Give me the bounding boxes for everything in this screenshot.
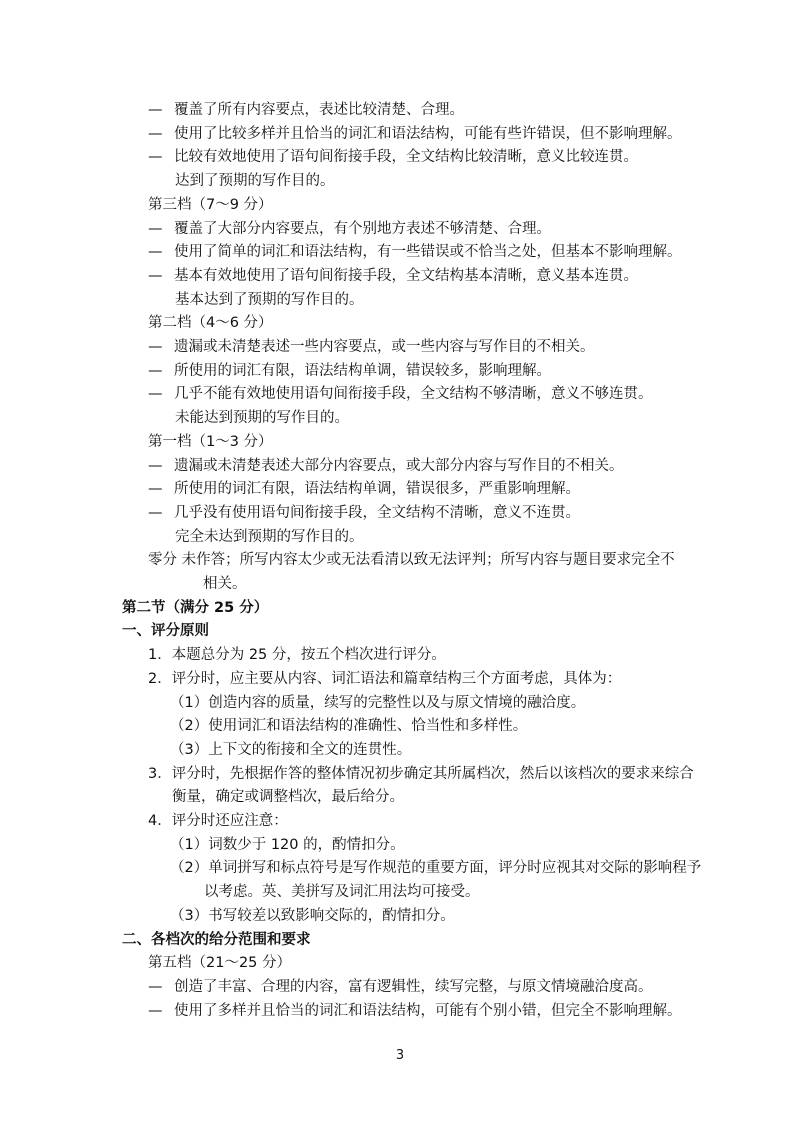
line-text: 第五档（21～25 分） xyxy=(148,955,292,972)
bullet-item xyxy=(148,145,638,169)
dash-marker: — xyxy=(148,339,163,355)
dash-marker: — xyxy=(148,244,163,261)
line-text: 相关。 xyxy=(203,576,247,592)
line-text: 2．评分时，应主要从内容、词汇语法和篇章结构三个方面考虑，具体为： xyxy=(148,670,622,687)
bullet-item xyxy=(148,264,638,288)
page-number: 3 xyxy=(395,1048,405,1063)
grade-heading xyxy=(148,430,273,454)
line-text: 基本达到了预期的写作目的。 xyxy=(175,291,364,308)
section-heading xyxy=(122,928,311,952)
dash-marker: — xyxy=(148,220,163,237)
line-text: 3．评分时，先根据作答的整体情况初步确定其所属档次，然后以该档次的要求来综合 xyxy=(148,765,694,782)
line-text: （3）书写较差以致影响交际的，酌情扣分。 xyxy=(170,907,455,924)
line-text: 几乎不能有效地使用语句间衔接手段，全文结构不够清晰，意义不够连贯。 xyxy=(174,386,653,403)
sub-item xyxy=(170,691,585,715)
line-text: 第二节（满分 25 分） xyxy=(122,599,269,616)
numbered-item xyxy=(148,809,288,833)
grade-heading xyxy=(148,193,273,217)
sub-item xyxy=(170,833,405,857)
dash-marker: — xyxy=(148,1002,163,1019)
section-heading xyxy=(122,619,209,643)
sub-item xyxy=(170,904,455,928)
line-text: 基本有效地使用了语句间衔接手段，全文结构基本清晰，意义基本连贯。 xyxy=(174,267,638,284)
line-text: 以考虑。英、美拼写及词汇用法均可接受。 xyxy=(204,884,480,901)
line-text: 覆盖了大部分内容要点，有个别地方表述不够清楚、合理。 xyxy=(174,220,551,237)
bullet-item xyxy=(148,975,653,999)
dash-marker: — xyxy=(148,267,163,284)
bullet-item xyxy=(148,98,464,122)
section-heading xyxy=(122,596,268,620)
bullet-item xyxy=(148,477,580,501)
line-text: 零分 未作答；所写内容太少或无法看清以致无法评判；所写内容与题目要求完全不 xyxy=(148,552,675,569)
dash-marker: — xyxy=(148,978,163,995)
continuation-line xyxy=(175,169,335,193)
continuation-line xyxy=(175,406,349,430)
line-text: 未能达到预期的写作目的。 xyxy=(175,410,349,427)
bullet-item xyxy=(148,999,682,1023)
bullet-item xyxy=(148,217,551,241)
numbered-item xyxy=(148,643,446,667)
line-text: 遗漏或未清楚表述大部分内容要点，或大部分内容与写作目的不相关。 xyxy=(174,457,624,474)
sub-item xyxy=(170,714,527,738)
line-text: 几乎没有使用语句间衔接手段，全文结构不清晰，意义不连贯。 xyxy=(174,504,580,521)
bullet-item xyxy=(148,501,580,525)
continuation-line xyxy=(175,288,364,312)
line-text: 使用了简单的词汇和语法结构，有一些错误或不恰当之处，但基本不影响理解。 xyxy=(174,244,682,261)
numbered-item xyxy=(148,667,621,691)
bullet-item xyxy=(148,382,653,406)
line-text: 所使用的词汇有限，语法结构单调，错误较多，影响理解。 xyxy=(174,362,551,379)
dash-marker: — xyxy=(148,125,163,142)
line-text: （2）使用词汇和语法结构的准确性、恰当性和多样性。 xyxy=(170,718,528,735)
line-text: （1）创造内容的质量，续写的完整性以及与原文情境的融洽度。 xyxy=(170,694,586,711)
dash-marker: — xyxy=(148,481,163,498)
sub-item xyxy=(170,856,701,880)
line-text: 所使用的词汇有限，语法结构单调，错误很多，严重影响理解。 xyxy=(174,481,580,498)
line-text: （3）上下文的衔接和全文的连贯性。 xyxy=(170,741,412,758)
line-text: 完全未达到预期的写作目的。 xyxy=(175,528,364,545)
line-text: 一、评分原则 xyxy=(122,623,209,640)
line-text: 使用了多样并且恰当的词汇和语法结构，可能有个别小错，但完全不影响理解。 xyxy=(174,1002,682,1019)
continuation-line xyxy=(203,572,247,596)
grade-heading xyxy=(148,951,291,975)
numbered-item xyxy=(148,762,694,786)
line-text: （2）单词拼写和标点符号是写作规范的重要方面，评分时应视其对交际的影响程予 xyxy=(170,860,702,877)
dash-marker: — xyxy=(148,102,163,118)
bullet-item xyxy=(148,359,551,383)
dash-marker: — xyxy=(148,504,163,521)
dash-marker: — xyxy=(148,457,163,474)
bullet-item xyxy=(148,240,682,264)
bullet-item xyxy=(148,122,682,146)
dash-marker: — xyxy=(148,362,163,379)
line-text: 衡量，确定或调整档次，最后给分。 xyxy=(172,789,404,806)
line-text: 4．评分时还应注意： xyxy=(148,813,288,829)
line-text: 创造了丰富、合理的内容，富有逻辑性，续写完整，与原文情境融洽度高。 xyxy=(174,978,653,995)
line-text: 使用了比较多样并且恰当的词汇和语法结构，可能有些许错误，但不影响理解。 xyxy=(174,125,682,142)
line-text: 第二档（4～6 分） xyxy=(148,315,273,332)
line-text: 二、各档次的给分范围和要求 xyxy=(122,931,311,948)
dash-marker: — xyxy=(148,386,163,403)
line-text: 第三档（7～9 分） xyxy=(148,196,273,213)
grade-heading xyxy=(148,548,675,572)
dash-marker: — xyxy=(148,149,163,166)
line-text: 1．本题总分为 25 分，按五个档次进行评分。 xyxy=(148,647,446,664)
line-text: 比较有效地使用了语句间衔接手段，全文结构比较清晰，意义比较连贯。 xyxy=(174,149,638,166)
bullet-item xyxy=(148,335,595,359)
continuation-line xyxy=(172,785,404,809)
bullet-item xyxy=(148,454,624,478)
line-text: 覆盖了所有内容要点，表述比较清楚、合理。 xyxy=(174,102,464,118)
sub-item xyxy=(170,738,411,762)
grade-heading xyxy=(148,311,273,335)
continuation-line xyxy=(175,525,364,549)
continuation-line xyxy=(204,880,480,904)
line-text: 遗漏或未清楚表述一些内容要点，或一些内容与写作目的不相关。 xyxy=(174,339,595,355)
line-text: （1）词数少于 120 的，酌情扣分。 xyxy=(170,836,405,853)
line-text: 第一档（1～3 分） xyxy=(148,433,273,450)
line-text: 达到了预期的写作目的。 xyxy=(175,173,335,190)
